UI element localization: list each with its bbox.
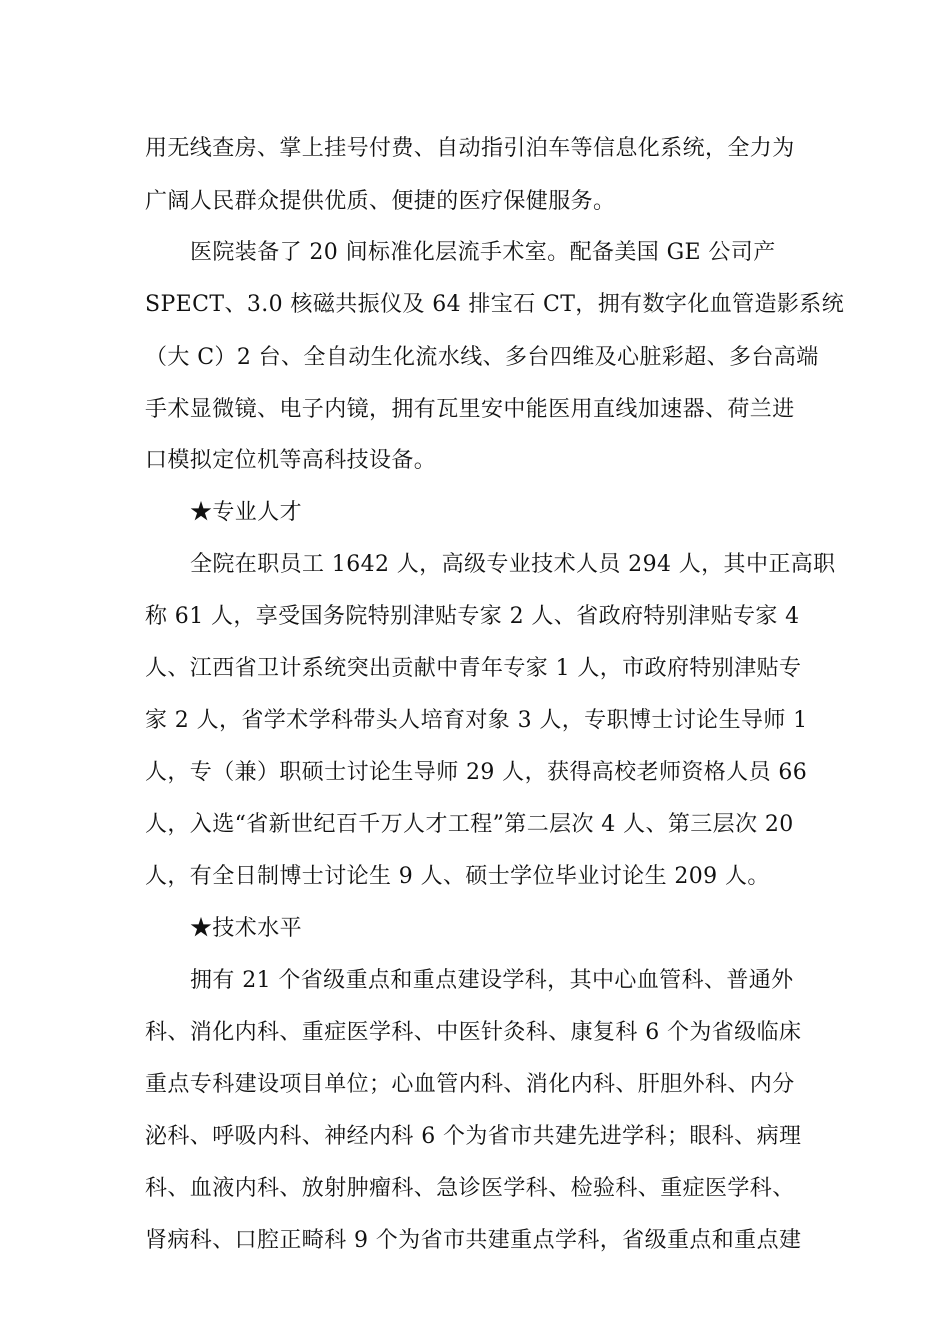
paragraph-line: 家 2 人，省学术学科带头人培育对象 3 人，专职博士讨论生导师 1 — [145, 708, 808, 733]
paragraph-line: 手术显微镜、电子内镜，拥有瓦里安中能医用直线加速器、荷兰进 — [145, 397, 795, 422]
paragraph-line: 人，有全日制博士讨论生 9 人、硕士学位毕业讨论生 209 人。 — [145, 864, 770, 889]
paragraph-line: 口模拟定位机等高科技设备。 — [145, 448, 437, 473]
paragraph-line: 肾病科、口腔正畸科 9 个为省市共建重点学科，省级重点和重点建 — [145, 1228, 802, 1253]
paragraph-line: 用无线查房、掌上挂号付费、自动指引泊车等信息化系统，全力为 — [145, 136, 795, 161]
paragraph-line: 广阔人民群众提供优质、便捷的医疗保健服务。 — [145, 189, 616, 214]
paragraph-line: 人、江西省卫计系统突出贡献中青年专家 1 人，市政府特别津贴专 — [145, 656, 802, 681]
paragraph-line: 科、消化内科、重症医学科、中医针灸科、康复科 6 个为省级临床 — [145, 1020, 802, 1045]
paragraph-line: 泌科、呼吸内科、神经内科 6 个为省市共建先进学科；眼科、病理 — [145, 1124, 802, 1149]
paragraph-line: 全院在职员工 1642 人，高级专业技术人员 294 人，其中正高职 — [190, 552, 836, 577]
paragraph-line: 重点专科建设项目单位；心血管内科、消化内科、肝胆外科、内分 — [145, 1072, 795, 1097]
paragraph-line: SPECT、3.0 核磁共振仪及 64 排宝石 CT，拥有数字化血管造影系统 — [145, 292, 845, 317]
paragraph-line: 人，入选“省新世纪百千万人才工程”第二层次 4 人、第三层次 20 — [145, 812, 794, 837]
section-heading: ★技术水平 — [190, 916, 303, 941]
section-heading: ★专业人才 — [190, 500, 303, 525]
paragraph-line: （大 C）2 台、全自动生化流水线、多台四维及心脏彩超、多台高端 — [145, 345, 819, 370]
paragraph-line: 称 61 人，享受国务院特别津贴专家 2 人、省政府特别津贴专家 4 — [145, 604, 800, 629]
paragraph-line: 科、血液内科、放射肿瘤科、急诊医学科、检验科、重症医学科、 — [145, 1176, 795, 1201]
paragraph-line: 医院装备了 20 间标准化层流手术室。配备美国 GE 公司产 — [190, 240, 776, 265]
paragraph-line: 人，专（兼）职硕士讨论生导师 29 人，获得高校老师资格人员 66 — [145, 760, 808, 785]
paragraph-line: 拥有 21 个省级重点和重点建设学科，其中心血管科、普通外 — [190, 968, 794, 993]
